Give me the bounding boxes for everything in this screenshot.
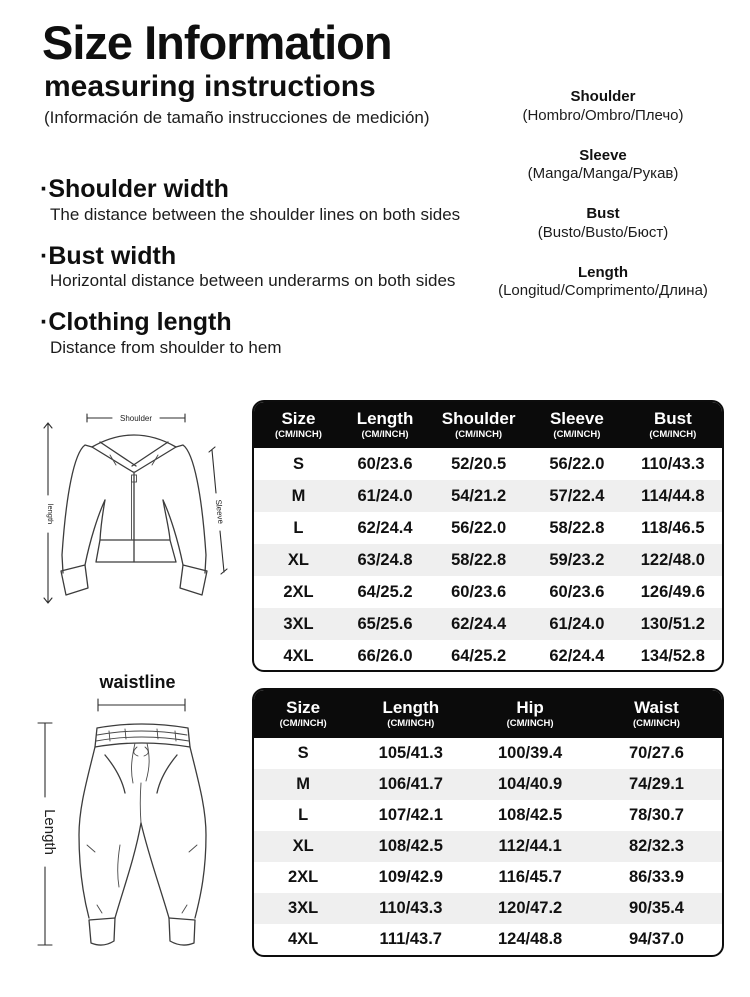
measurement-value: 61/24.0 bbox=[357, 486, 413, 505]
measurement-value: 74/29.1 bbox=[628, 775, 684, 793]
column-unit: (CM/INCH) bbox=[361, 428, 409, 440]
size-label: 2XL bbox=[288, 868, 319, 886]
measurement-value: 60/23.6 bbox=[451, 582, 507, 601]
measurement-value: 61/24.0 bbox=[549, 614, 605, 633]
instruction-shoulder-width bbox=[40, 176, 470, 226]
pants-waistline-label: waistline bbox=[99, 672, 176, 692]
column-header bbox=[591, 690, 722, 738]
pants-length-label: Length bbox=[41, 809, 58, 855]
measurement-value: 62/24.4 bbox=[549, 646, 605, 665]
size-label: S bbox=[292, 454, 304, 473]
pants-table-header bbox=[254, 690, 722, 738]
column-unit: (CM/INCH) bbox=[506, 717, 554, 729]
measurement-value: 111/43.7 bbox=[379, 930, 442, 948]
size-label: 4XL bbox=[288, 930, 319, 948]
measurement-value: 60/23.6 bbox=[357, 454, 413, 473]
pants-length-dimension bbox=[38, 723, 58, 945]
instruction-definition: Distance from shoulder to hem bbox=[50, 337, 282, 357]
measurement-translations: (Hombro/Ombro/Плечо) bbox=[522, 106, 684, 124]
measurement-value: 52/20.5 bbox=[451, 454, 507, 473]
column-name: Hip bbox=[516, 698, 544, 718]
measurement-value: 78/30.7 bbox=[628, 806, 684, 824]
measurement-translations: (Busto/Busto/Бюст) bbox=[537, 223, 669, 241]
measurement-value: 130/51.2 bbox=[640, 614, 705, 633]
size-label: M bbox=[296, 775, 310, 793]
column-unit: (CM/INCH) bbox=[274, 428, 322, 440]
instruction-definition: The distance between the shoulder lines on both sides bbox=[50, 204, 461, 224]
column-header bbox=[427, 402, 530, 448]
jacket-table-body bbox=[254, 448, 722, 672]
measurement-value: 65/25.6 bbox=[357, 614, 413, 633]
measurement-value: 110/43.3 bbox=[379, 899, 443, 917]
measurement-value: 57/22.4 bbox=[549, 486, 605, 505]
size-row bbox=[254, 893, 722, 924]
column-name: Size bbox=[286, 698, 321, 718]
jacket-shoulder-label: Shoulder bbox=[119, 414, 153, 423]
size-label: M bbox=[291, 486, 306, 505]
column-unit: (CM/INCH) bbox=[632, 717, 680, 729]
measurement-name: Bust bbox=[586, 205, 620, 222]
size-row bbox=[254, 862, 722, 893]
column-name: Length bbox=[356, 409, 414, 429]
measurement-name: Sleeve bbox=[579, 146, 627, 164]
column-header bbox=[343, 402, 427, 448]
measurement-value: 114/44.8 bbox=[641, 486, 705, 505]
size-label: L bbox=[293, 518, 304, 537]
measurement-value: 108/42.5 bbox=[497, 806, 563, 824]
instruction-term: ·Shoulder width bbox=[40, 175, 229, 203]
size-row bbox=[254, 544, 722, 576]
measurement-value: 112/44.1 bbox=[498, 837, 562, 855]
size-row bbox=[254, 576, 722, 608]
measurement-value: 82/32.3 bbox=[628, 837, 684, 855]
size-row bbox=[254, 738, 722, 769]
size-row bbox=[254, 608, 722, 640]
column-unit: (CM/INCH) bbox=[553, 428, 601, 440]
measurement-value: 126/49.6 bbox=[640, 582, 705, 601]
size-row bbox=[254, 769, 722, 800]
jacket-table-header bbox=[254, 402, 722, 448]
measurement-value: 105/41.3 bbox=[378, 744, 443, 762]
jacket-sleeve-dimension bbox=[209, 447, 227, 574]
jacket-line-drawing bbox=[30, 395, 240, 620]
jacket-shoulder-dimension bbox=[87, 414, 185, 423]
measurement-value: 110/43.3 bbox=[641, 454, 705, 473]
column-header bbox=[254, 402, 343, 448]
measurement-value: 122/48.0 bbox=[640, 550, 705, 569]
column-unit: (CM/INCH) bbox=[455, 428, 503, 440]
measurement-translations: (Manga/Manga/Рукав) bbox=[527, 165, 679, 183]
size-label: S bbox=[297, 744, 309, 762]
measurement-value: 104/40.9 bbox=[497, 775, 563, 793]
jacket-length-dimension bbox=[44, 423, 55, 603]
size-label: 3XL bbox=[283, 614, 314, 633]
size-label: 2XL bbox=[283, 582, 314, 601]
measurement-label-sleeve bbox=[478, 147, 728, 185]
header-row bbox=[254, 402, 722, 448]
measurement-value: 86/33.9 bbox=[628, 868, 684, 886]
measurement-value: 109/42.9 bbox=[378, 868, 443, 886]
jacket-length-label: length bbox=[46, 503, 55, 525]
size-row bbox=[254, 512, 722, 544]
size-row bbox=[254, 448, 722, 480]
measurement-value: 54/21.2 bbox=[451, 486, 507, 505]
column-unit: (CM/INCH) bbox=[279, 717, 327, 729]
measurement-value: 62/24.4 bbox=[357, 518, 413, 537]
measurement-value: 66/26.0 bbox=[357, 646, 413, 665]
measurement-label-length bbox=[478, 264, 728, 302]
size-row bbox=[254, 480, 722, 512]
measurement-value: 94/37.0 bbox=[628, 930, 684, 948]
pants-table-body bbox=[254, 738, 722, 955]
measurement-value: 56/22.0 bbox=[451, 518, 507, 537]
jacket-sleeve-label: Sleeve bbox=[213, 499, 226, 525]
instruction-term: ·Clothing length bbox=[40, 308, 232, 337]
column-unit: (CM/INCH) bbox=[387, 717, 435, 729]
size-label: L bbox=[298, 806, 309, 824]
measurement-value: 70/27.6 bbox=[628, 744, 684, 762]
size-row bbox=[254, 831, 722, 862]
measuring-instructions bbox=[40, 176, 470, 376]
measurement-value: 124/48.8 bbox=[497, 930, 563, 948]
measurement-value: 134/52.8 bbox=[640, 646, 705, 665]
measurement-value: 90/35.4 bbox=[628, 899, 684, 917]
measurement-value: 58/22.8 bbox=[451, 550, 507, 569]
measurement-value: 63/24.8 bbox=[357, 550, 413, 569]
measurement-value: 62/24.4 bbox=[451, 614, 507, 633]
measurement-name: Length bbox=[578, 263, 628, 281]
column-header bbox=[254, 690, 352, 738]
column-header bbox=[469, 690, 591, 738]
pants-line-drawing bbox=[25, 695, 250, 980]
size-row bbox=[254, 800, 722, 831]
column-name: Shoulder bbox=[441, 409, 516, 429]
instruction-definition: Horizontal distance between underarms on both sides bbox=[50, 271, 456, 291]
measurement-label-shoulder bbox=[478, 88, 728, 126]
column-name: Bust bbox=[653, 409, 692, 429]
measurement-value: 106/41.7 bbox=[378, 775, 443, 793]
subtitle-translation: (Información de tamaño instrucciones de medición) bbox=[44, 107, 430, 127]
measurement-value: 108/42.5 bbox=[378, 837, 443, 855]
pants-size-table bbox=[252, 688, 724, 957]
header-row bbox=[254, 690, 722, 738]
size-label: 4XL bbox=[283, 646, 314, 665]
column-header bbox=[352, 690, 469, 738]
column-name: Length bbox=[382, 698, 440, 718]
size-label: 3XL bbox=[288, 899, 319, 917]
instruction-bust-width bbox=[40, 243, 470, 293]
measurement-value: 58/22.8 bbox=[549, 518, 605, 537]
measurement-value: 56/22.0 bbox=[549, 454, 605, 473]
measurement-value: 64/25.2 bbox=[357, 582, 413, 601]
measurement-value: 59/23.2 bbox=[549, 550, 605, 569]
measurement-value: 120/47.2 bbox=[497, 899, 563, 917]
measurement-name: Shoulder bbox=[570, 88, 636, 105]
measurement-value: 60/23.6 bbox=[549, 582, 605, 601]
measurement-value: 107/42.1 bbox=[378, 806, 443, 824]
measurement-value: 64/25.2 bbox=[451, 646, 507, 665]
column-name: Sleeve bbox=[549, 409, 604, 429]
column-name: Size bbox=[281, 409, 316, 429]
measurement-translations: (Longitud/Comprimento/Длина) bbox=[498, 282, 708, 300]
measurement-value: 100/39.4 bbox=[497, 744, 563, 762]
title-block bbox=[42, 18, 472, 128]
page-subtitle: measuring instructions bbox=[44, 70, 376, 104]
column-name: Waist bbox=[634, 698, 679, 718]
column-header bbox=[530, 402, 624, 448]
size-row bbox=[254, 924, 722, 955]
instruction-term: ·Bust width bbox=[40, 241, 177, 270]
measurement-label-bust bbox=[478, 205, 728, 243]
size-row bbox=[254, 640, 722, 672]
page-title: Size Information bbox=[42, 16, 392, 69]
column-unit: (CM/INCH) bbox=[649, 428, 697, 440]
jacket-diagram bbox=[30, 395, 240, 620]
column-header bbox=[624, 402, 722, 448]
size-label: XL bbox=[287, 550, 309, 569]
size-label: XL bbox=[292, 837, 314, 855]
instruction-clothing-length bbox=[40, 309, 470, 359]
pants-diagram bbox=[25, 695, 250, 980]
measurement-value: 116/45.7 bbox=[498, 868, 562, 886]
jacket-size-table bbox=[252, 400, 724, 672]
measurement-value: 118/46.5 bbox=[641, 518, 705, 537]
pants-waistline-dimension bbox=[98, 699, 185, 711]
measurement-labels bbox=[478, 88, 728, 322]
